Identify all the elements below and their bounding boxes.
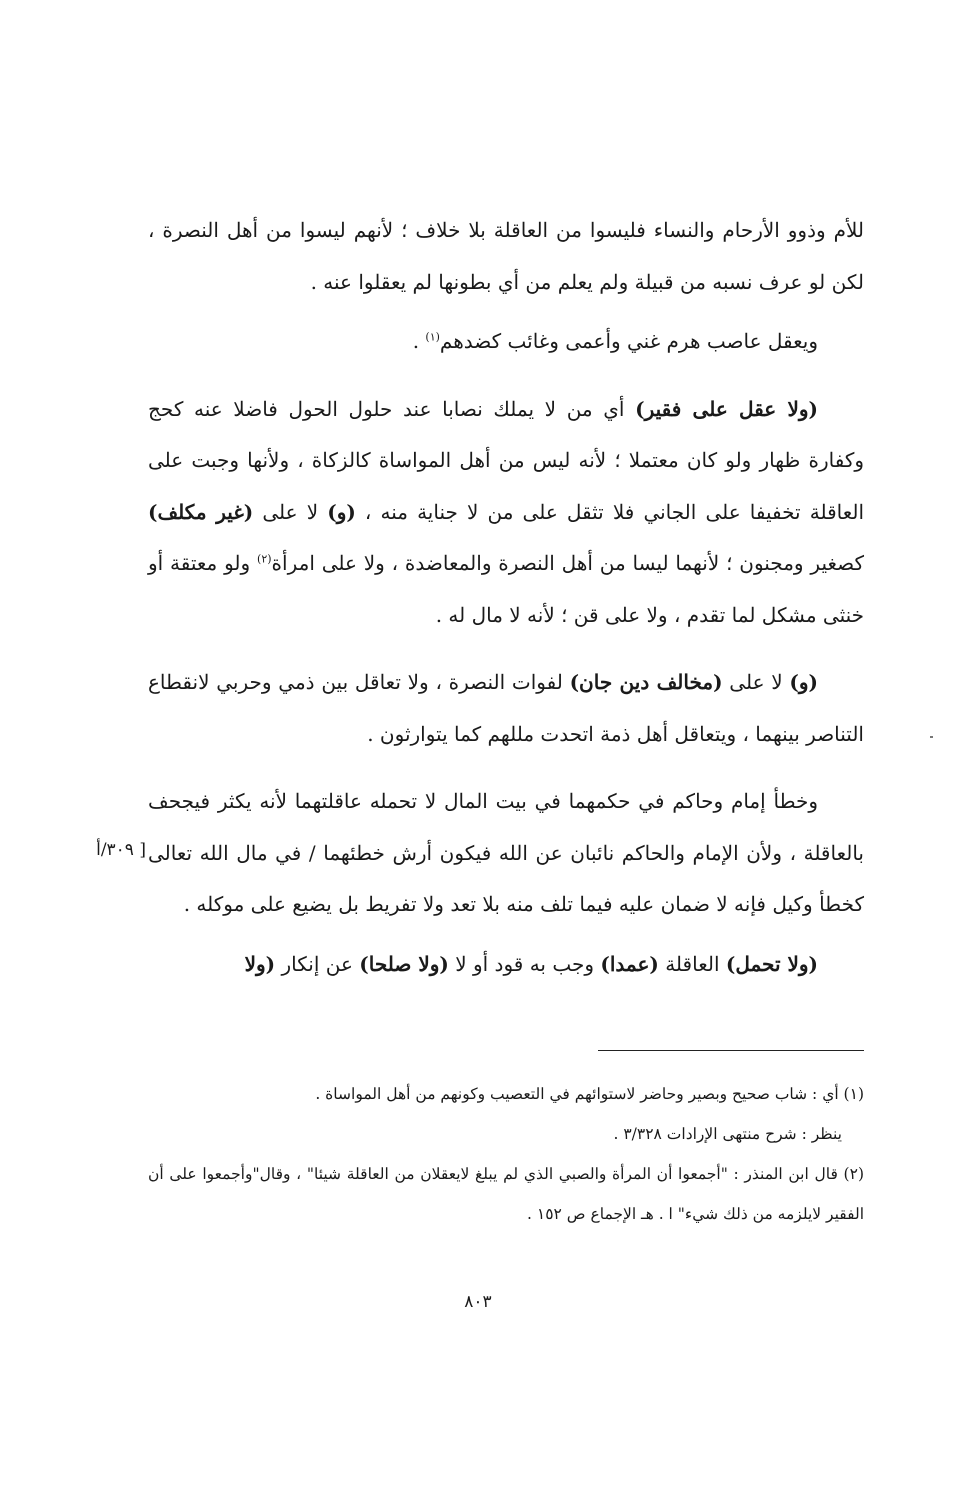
footnote-1: (١) أي : شاب صحيح وبصير وحاضر لاستوائهم في التعصيب وكونهم من أهل المواساة .	[315, 1085, 864, 1103]
paragraph-2-text: ويعقل عاصب هرم غني وأعمى وغائب كضدهم	[439, 329, 818, 353]
paragraph-4-text: لا على	[722, 670, 790, 694]
page-number: ٨٠٣	[464, 1292, 492, 1312]
keyword: (و)	[789, 670, 819, 694]
keyword: (عمدا)	[600, 951, 659, 976]
footnote-1-source: ينظر : شرح منتهى الإرادات ٣/٣٢٨ .	[613, 1125, 842, 1143]
paragraph-3	[148, 384, 864, 642]
main-text	[148, 205, 864, 990]
paragraph-4	[148, 657, 864, 760]
paragraph-3-text: أي من لا يملك نصابا عند حلول الحول فاضلا عنه كحج وكفارة ظهار ولو كان معتملا ؛ لأنه ليس من أهل المواساة كالزكاة ، ولأنها وجبت على العاقلة تخفيفا على الجاني فلا تثقل على من لا جناية منه ،	[148, 396, 865, 524]
keyword: (غير مكلف)	[148, 499, 254, 524]
keyword: (ولا تحمل)	[725, 951, 818, 976]
footnotes	[148, 1074, 864, 1234]
scan-speck	[930, 736, 933, 738]
paragraph-3-text: ولو معتقة أو خنثى مشكل لما تقدم ، ولا على قن ؛ لأنه لا مال له .	[148, 551, 864, 627]
manuscript-folio-marker: [ ٣٠٩/أ	[96, 840, 146, 860]
paragraph-2-end: .	[412, 329, 426, 353]
keyword: (ولا عقل على فقير)	[635, 396, 818, 421]
keyword: (ولا صلحا)	[359, 951, 449, 976]
footnote-2: (٢) قال ابن المنذر : "أجمعوا أن المرأة والصبي الذي لم يبلغ لايعقلان من العاقلة شيئا" ، وقال"وأجمعوا على أن الفقير لايلزمه من ذلك شيء" ا . هـ الإجماع ص ١٥٢ .	[148, 1165, 864, 1223]
keyword: (مخالف دين جان)	[569, 670, 723, 694]
paragraph-6-text: وجب به قود أو لا	[448, 951, 601, 976]
paragraph-3-text: لا على	[253, 499, 328, 524]
footnote-ref-1: (١)	[425, 330, 440, 344]
paragraph-2	[148, 316, 864, 368]
keyword: (ولا	[244, 951, 276, 976]
paragraph-3-text: كصغير ومجنون ؛ لأنهما ليسا من أهل النصرة والمعاضدة ، ولا على امرأة	[271, 551, 864, 575]
paragraph-6-text: العاقلة	[658, 951, 726, 976]
paragraph-1: للأم وذوو الأرحام والنساء فليسوا من العاقلة بلا خلاف ؛ لأنهم ليسوا من أهل النصرة ، لكن لو عرف نسبه من قبيلة ولم يعلم من أي بطونها لم يعقلوا عنه .	[148, 218, 864, 294]
paragraph-5: وخطأ إمام وحاكم في حكمهما في بيت المال لا تحمله عاقلتهما لأنه يكثر فيجحف بالعاقلة ، ولأن الإمام والحاكم نائبان عن الله فيكون أرش خطئهما / في مال الله تعالى كخطأ وكيل فإنه لا ضمان عليه فيما تلف منه بلا تعد ولا تفريط بل يضيع على موكله .	[148, 789, 864, 916]
footnote-ref-2: (٢)	[257, 552, 272, 566]
paragraph-6-text: عن إنكار	[275, 951, 360, 976]
paragraph-6	[148, 939, 864, 991]
footnote-separator	[598, 1050, 864, 1051]
keyword: (و)	[327, 499, 356, 524]
paragraph-4-text: لفوات النصرة ، ولا تعاقل بين ذمي وحربي لانقطاع التناصر بينهما ، ويتعاقل أهل ذمة اتحدت مللهم كما يتوارثون .	[148, 670, 864, 746]
